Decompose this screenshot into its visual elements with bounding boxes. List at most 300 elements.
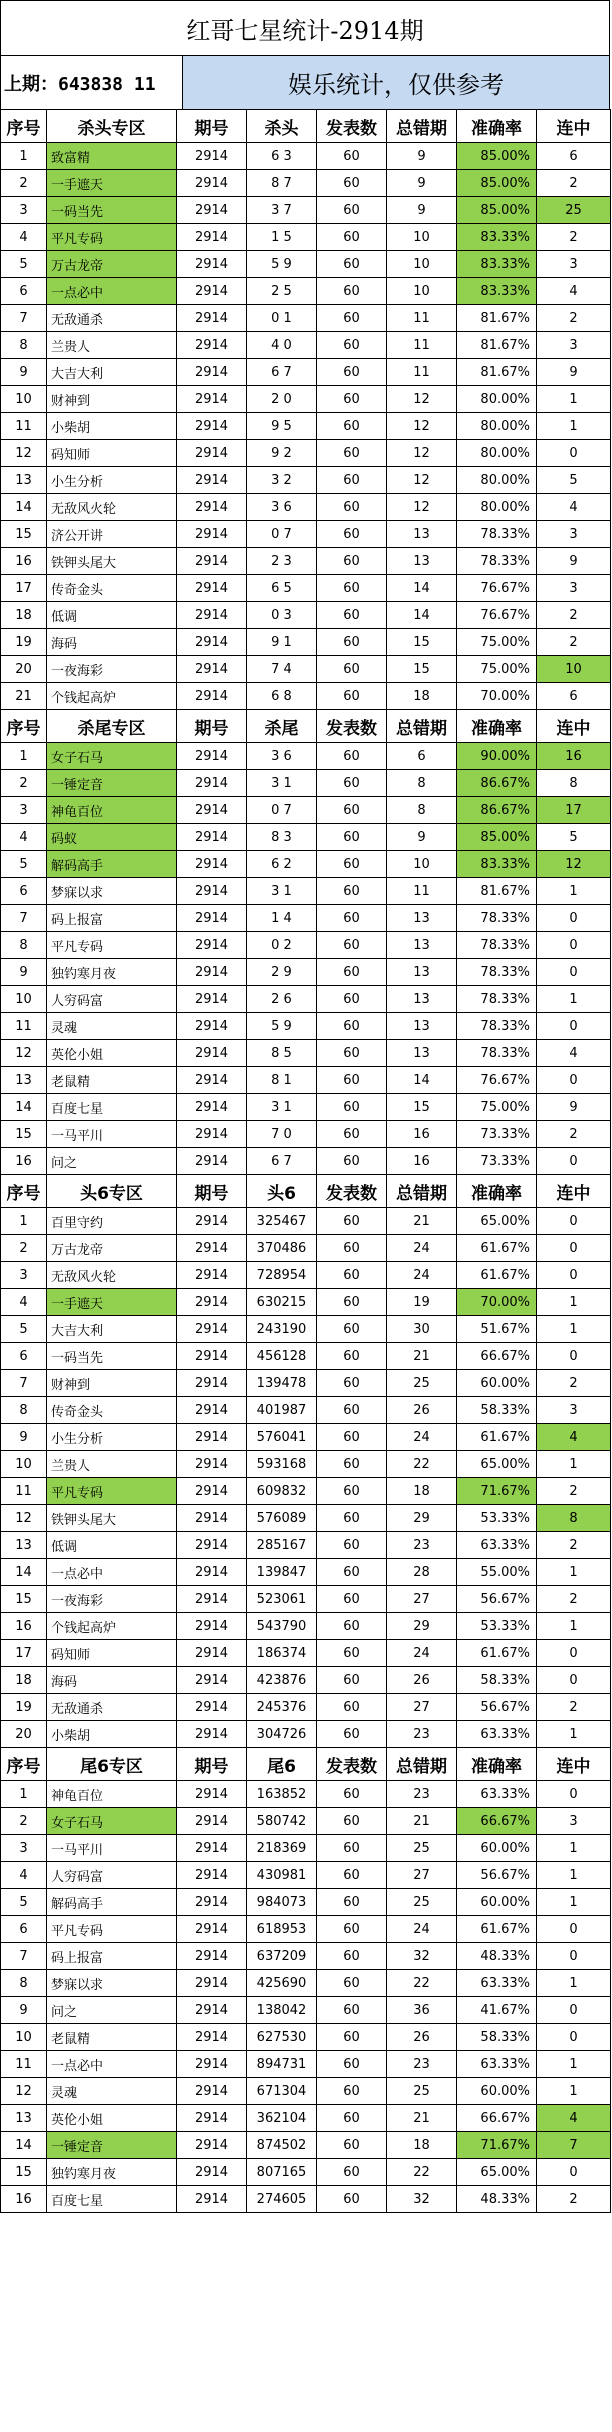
published-count: 60 [317, 278, 387, 305]
issue-number: 2914 [177, 1532, 247, 1559]
win-streak: 0 [537, 440, 611, 467]
accuracy-rate: 76.67% [457, 575, 537, 602]
published-count: 60 [317, 1424, 387, 1451]
prediction-value: 1 5 [247, 224, 317, 251]
table-row [1, 1478, 611, 1505]
win-streak: 8 [537, 1505, 611, 1532]
accuracy-rate: 78.33% [457, 1013, 537, 1040]
prediction-value: 2 6 [247, 986, 317, 1013]
accuracy-rate: 70.00% [457, 1289, 537, 1316]
row-number: 2 [1, 1235, 47, 1262]
issue-number: 2914 [177, 1808, 247, 1835]
predictor-name: 兰贵人 [47, 1451, 177, 1478]
row-number: 4 [1, 1289, 47, 1316]
error-count: 16 [387, 1148, 457, 1175]
accuracy-rate: 63.33% [457, 1970, 537, 1997]
row-number: 16 [1, 1613, 47, 1640]
column-header: 连中 [537, 110, 611, 143]
row-number: 15 [1, 1121, 47, 1148]
column-header: 杀尾 [247, 710, 317, 743]
prediction-value: 423876 [247, 1667, 317, 1694]
error-count: 18 [387, 2132, 457, 2159]
error-count: 11 [387, 359, 457, 386]
prediction-value: 807165 [247, 2159, 317, 2186]
win-streak: 1 [537, 1889, 611, 1916]
row-number: 1 [1, 143, 47, 170]
issue-number: 2914 [177, 1121, 247, 1148]
issue-number: 2914 [177, 1289, 247, 1316]
published-count: 60 [317, 2024, 387, 2051]
accuracy-rate: 86.67% [457, 797, 537, 824]
row-number: 14 [1, 2132, 47, 2159]
published-count: 60 [317, 986, 387, 1013]
predictor-name: 人穷码富 [47, 986, 177, 1013]
column-header: 发表数 [317, 710, 387, 743]
table-row [1, 1916, 611, 1943]
row-number: 7 [1, 905, 47, 932]
prediction-value: 362104 [247, 2105, 317, 2132]
win-streak: 1 [537, 1451, 611, 1478]
issue-number: 2914 [177, 1613, 247, 1640]
win-streak: 17 [537, 797, 611, 824]
error-count: 23 [387, 1721, 457, 1748]
table-row [1, 2078, 611, 2105]
predictor-name: 女子石马 [47, 1808, 177, 1835]
prediction-value: 630215 [247, 1289, 317, 1316]
predictor-name: 一点必中 [47, 1559, 177, 1586]
row-number: 11 [1, 1478, 47, 1505]
accuracy-rate: 61.67% [457, 1916, 537, 1943]
predictor-name: 老鼠精 [47, 1067, 177, 1094]
column-header: 发表数 [317, 110, 387, 143]
row-number: 9 [1, 959, 47, 986]
issue-number: 2914 [177, 1667, 247, 1694]
accuracy-rate: 81.67% [457, 305, 537, 332]
published-count: 60 [317, 548, 387, 575]
published-count: 60 [317, 494, 387, 521]
win-streak: 2 [537, 2186, 611, 2213]
win-streak: 1 [537, 386, 611, 413]
win-streak: 0 [537, 932, 611, 959]
predictor-name: 问之 [47, 1997, 177, 2024]
accuracy-rate: 41.67% [457, 1997, 537, 2024]
issue-number: 2914 [177, 1343, 247, 1370]
accuracy-rate: 90.00% [457, 743, 537, 770]
header-info-row [0, 55, 610, 110]
predictor-name: 英伦小姐 [47, 1040, 177, 1067]
accuracy-rate: 80.00% [457, 467, 537, 494]
error-count: 29 [387, 1613, 457, 1640]
row-number: 3 [1, 1835, 47, 1862]
win-streak: 12 [537, 851, 611, 878]
win-streak: 3 [537, 575, 611, 602]
prediction-value: 285167 [247, 1532, 317, 1559]
row-number: 13 [1, 1067, 47, 1094]
issue-number: 2914 [177, 1694, 247, 1721]
predictor-name: 无敌风火轮 [47, 1262, 177, 1289]
table-row [1, 1505, 611, 1532]
predictor-name: 独钓寒月夜 [47, 959, 177, 986]
row-number: 9 [1, 1997, 47, 2024]
prediction-value: 874502 [247, 2132, 317, 2159]
predictor-name: 百里守约 [47, 1208, 177, 1235]
table-row [1, 629, 611, 656]
prediction-value: 7 4 [247, 656, 317, 683]
published-count: 60 [317, 1721, 387, 1748]
accuracy-rate: 65.00% [457, 2159, 537, 2186]
predictor-name: 财神到 [47, 386, 177, 413]
win-streak: 3 [537, 521, 611, 548]
table-row [1, 1208, 611, 1235]
predictor-name: 小生分析 [47, 467, 177, 494]
row-number: 6 [1, 1343, 47, 1370]
win-streak: 0 [537, 1997, 611, 2024]
error-count: 23 [387, 1781, 457, 1808]
accuracy-rate: 85.00% [457, 197, 537, 224]
issue-number: 2914 [177, 932, 247, 959]
row-number: 14 [1, 494, 47, 521]
error-count: 9 [387, 143, 457, 170]
row-number: 5 [1, 1316, 47, 1343]
predictor-name: 低调 [47, 602, 177, 629]
win-streak: 1 [537, 1289, 611, 1316]
predictor-name: 百度七星 [47, 2186, 177, 2213]
published-count: 60 [317, 1208, 387, 1235]
row-number: 1 [1, 743, 47, 770]
accuracy-rate: 80.00% [457, 413, 537, 440]
error-count: 12 [387, 494, 457, 521]
issue-number: 2914 [177, 1478, 247, 1505]
accuracy-rate: 48.33% [457, 2186, 537, 2213]
row-number: 15 [1, 521, 47, 548]
published-count: 60 [317, 959, 387, 986]
win-streak: 0 [537, 1208, 611, 1235]
error-count: 13 [387, 959, 457, 986]
error-count: 14 [387, 602, 457, 629]
prediction-value: 274605 [247, 2186, 317, 2213]
published-count: 60 [317, 413, 387, 440]
published-count: 60 [317, 629, 387, 656]
win-streak: 0 [537, 905, 611, 932]
table-row [1, 305, 611, 332]
column-header: 杀头专区 [47, 110, 177, 143]
table-row [1, 413, 611, 440]
issue-number: 2914 [177, 1943, 247, 1970]
table-row [1, 1094, 611, 1121]
predictor-name: 神龟百位 [47, 1781, 177, 1808]
column-header: 杀头 [247, 110, 317, 143]
published-count: 60 [317, 170, 387, 197]
row-number: 21 [1, 683, 47, 710]
accuracy-rate: 78.33% [457, 986, 537, 1013]
table-row [1, 1943, 611, 1970]
accuracy-rate: 71.67% [457, 2132, 537, 2159]
column-header: 总错期 [387, 110, 457, 143]
error-count: 24 [387, 1424, 457, 1451]
prediction-value: 325467 [247, 1208, 317, 1235]
error-count: 14 [387, 575, 457, 602]
issue-number: 2914 [177, 1586, 247, 1613]
issue-number: 2914 [177, 2051, 247, 2078]
accuracy-rate: 66.67% [457, 1343, 537, 1370]
table-row [1, 1586, 611, 1613]
prediction-value: 8 1 [247, 1067, 317, 1094]
accuracy-rate: 60.00% [457, 2078, 537, 2105]
accuracy-rate: 63.33% [457, 1721, 537, 1748]
prediction-value: 3 1 [247, 1094, 317, 1121]
accuracy-rate: 65.00% [457, 1451, 537, 1478]
row-number: 8 [1, 332, 47, 359]
win-streak: 0 [537, 2159, 611, 2186]
accuracy-rate: 85.00% [457, 170, 537, 197]
prediction-value: 576041 [247, 1424, 317, 1451]
table-row [1, 1121, 611, 1148]
issue-number: 2914 [177, 143, 247, 170]
prediction-value: 9 5 [247, 413, 317, 440]
row-number: 2 [1, 770, 47, 797]
published-count: 60 [317, 1505, 387, 1532]
win-streak: 3 [537, 1808, 611, 1835]
prediction-value: 637209 [247, 1943, 317, 1970]
predictor-name: 问之 [47, 1148, 177, 1175]
row-number: 15 [1, 1586, 47, 1613]
predictor-name: 海码 [47, 1667, 177, 1694]
column-header: 准确率 [457, 710, 537, 743]
accuracy-rate: 85.00% [457, 143, 537, 170]
row-number: 13 [1, 1532, 47, 1559]
error-count: 16 [387, 1121, 457, 1148]
published-count: 60 [317, 743, 387, 770]
issue-number: 2914 [177, 1013, 247, 1040]
issue-number: 2914 [177, 332, 247, 359]
issue-number: 2914 [177, 1862, 247, 1889]
published-count: 60 [317, 683, 387, 710]
table-row [1, 1343, 611, 1370]
table-row [1, 2186, 611, 2213]
prediction-value: 430981 [247, 1862, 317, 1889]
error-count: 24 [387, 1916, 457, 1943]
table-row [1, 2024, 611, 2051]
predictor-name: 一锤定音 [47, 770, 177, 797]
row-number: 20 [1, 1721, 47, 1748]
published-count: 60 [317, 521, 387, 548]
table-row [1, 2051, 611, 2078]
row-number: 4 [1, 1862, 47, 1889]
predictor-name: 小生分析 [47, 1424, 177, 1451]
error-count: 15 [387, 1094, 457, 1121]
issue-number: 2914 [177, 1397, 247, 1424]
accuracy-rate: 55.00% [457, 1559, 537, 1586]
accuracy-rate: 86.67% [457, 770, 537, 797]
row-number: 3 [1, 1262, 47, 1289]
table-row [1, 521, 611, 548]
accuracy-rate: 73.33% [457, 1148, 537, 1175]
table-row [1, 386, 611, 413]
issue-number: 2914 [177, 905, 247, 932]
issue-number: 2914 [177, 575, 247, 602]
stats-table [0, 109, 611, 2213]
table-row [1, 440, 611, 467]
error-count: 25 [387, 1889, 457, 1916]
table-row [1, 1667, 611, 1694]
row-number: 17 [1, 575, 47, 602]
accuracy-rate: 61.67% [457, 1424, 537, 1451]
row-number: 16 [1, 548, 47, 575]
predictor-name: 平凡专码 [47, 932, 177, 959]
table-row [1, 332, 611, 359]
published-count: 60 [317, 1067, 387, 1094]
published-count: 60 [317, 2186, 387, 2213]
prediction-value: 6 7 [247, 359, 317, 386]
published-count: 60 [317, 251, 387, 278]
published-count: 60 [317, 305, 387, 332]
section-header-row [1, 710, 611, 743]
section-header-row [1, 1748, 611, 1781]
published-count: 60 [317, 851, 387, 878]
issue-number: 2914 [177, 1316, 247, 1343]
prediction-value: 627530 [247, 2024, 317, 2051]
accuracy-rate: 60.00% [457, 1835, 537, 1862]
issue-number: 2914 [177, 1505, 247, 1532]
win-streak: 2 [537, 1532, 611, 1559]
accuracy-rate: 61.67% [457, 1640, 537, 1667]
table-row [1, 905, 611, 932]
error-count: 22 [387, 1451, 457, 1478]
disclaimer-banner: 娱乐统计，仅供参考 [183, 56, 609, 109]
accuracy-rate: 66.67% [457, 1808, 537, 1835]
win-streak: 1 [537, 1613, 611, 1640]
predictor-name: 一手遮天 [47, 170, 177, 197]
predictor-name: 一点必中 [47, 278, 177, 305]
row-number: 11 [1, 1013, 47, 1040]
prediction-value: 2 3 [247, 548, 317, 575]
column-header: 准确率 [457, 110, 537, 143]
published-count: 60 [317, 797, 387, 824]
error-count: 15 [387, 629, 457, 656]
prediction-value: 8 5 [247, 1040, 317, 1067]
accuracy-rate: 81.67% [457, 878, 537, 905]
table-row [1, 251, 611, 278]
table-row [1, 467, 611, 494]
predictor-name: 传奇金头 [47, 1397, 177, 1424]
row-number: 10 [1, 386, 47, 413]
issue-number: 2914 [177, 986, 247, 1013]
error-count: 13 [387, 548, 457, 575]
error-count: 24 [387, 1640, 457, 1667]
predictor-name: 万古龙帝 [47, 1235, 177, 1262]
row-number: 5 [1, 1889, 47, 1916]
error-count: 12 [387, 413, 457, 440]
error-count: 21 [387, 2105, 457, 2132]
error-count: 32 [387, 1943, 457, 1970]
predictor-name: 平凡专码 [47, 224, 177, 251]
issue-number: 2914 [177, 797, 247, 824]
issue-number: 2914 [177, 1970, 247, 1997]
issue-number: 2914 [177, 278, 247, 305]
row-number: 6 [1, 278, 47, 305]
accuracy-rate: 63.33% [457, 2051, 537, 2078]
row-number: 1 [1, 1781, 47, 1808]
accuracy-rate: 78.33% [457, 521, 537, 548]
issue-number: 2914 [177, 1721, 247, 1748]
table-row [1, 1040, 611, 1067]
table-row [1, 878, 611, 905]
column-header: 期号 [177, 710, 247, 743]
issue-number: 2914 [177, 1640, 247, 1667]
published-count: 60 [317, 932, 387, 959]
published-count: 60 [317, 2159, 387, 2186]
issue-number: 2914 [177, 548, 247, 575]
column-header: 头6专区 [47, 1175, 177, 1208]
accuracy-rate: 83.33% [457, 224, 537, 251]
table-row [1, 986, 611, 1013]
win-streak: 0 [537, 2024, 611, 2051]
published-count: 60 [317, 1121, 387, 1148]
prediction-value: 984073 [247, 1889, 317, 1916]
predictor-name: 大吉大利 [47, 1316, 177, 1343]
win-streak: 25 [537, 197, 611, 224]
issue-number: 2914 [177, 1889, 247, 1916]
error-count: 27 [387, 1694, 457, 1721]
win-streak: 0 [537, 1343, 611, 1370]
win-streak: 0 [537, 1067, 611, 1094]
error-count: 23 [387, 1532, 457, 1559]
error-count: 22 [387, 2159, 457, 2186]
table-row [1, 2105, 611, 2132]
prediction-value: 243190 [247, 1316, 317, 1343]
prediction-value: 0 7 [247, 521, 317, 548]
error-count: 25 [387, 1370, 457, 1397]
issue-number: 2914 [177, 683, 247, 710]
row-number: 6 [1, 1916, 47, 1943]
column-header: 头6 [247, 1175, 317, 1208]
issue-number: 2914 [177, 851, 247, 878]
win-streak: 1 [537, 1862, 611, 1889]
prediction-value: 9 2 [247, 440, 317, 467]
prediction-value: 523061 [247, 1586, 317, 1613]
issue-number: 2914 [177, 656, 247, 683]
published-count: 60 [317, 1889, 387, 1916]
column-header: 序号 [1, 1175, 47, 1208]
published-count: 60 [317, 1613, 387, 1640]
column-header: 尾6专区 [47, 1748, 177, 1781]
published-count: 60 [317, 1808, 387, 1835]
win-streak: 0 [537, 959, 611, 986]
error-count: 22 [387, 1970, 457, 1997]
row-number: 7 [1, 305, 47, 332]
win-streak: 2 [537, 305, 611, 332]
prediction-value: 401987 [247, 1397, 317, 1424]
table-row [1, 656, 611, 683]
issue-number: 2914 [177, 602, 247, 629]
prediction-value: 0 7 [247, 797, 317, 824]
predictor-name: 个钱起高炉 [47, 683, 177, 710]
accuracy-rate: 75.00% [457, 1094, 537, 1121]
column-header: 总错期 [387, 1748, 457, 1781]
accuracy-rate: 51.67% [457, 1316, 537, 1343]
predictor-name: 铁钾头尾大 [47, 1505, 177, 1532]
error-count: 11 [387, 878, 457, 905]
predictor-name: 码上报富 [47, 905, 177, 932]
column-header: 总错期 [387, 1175, 457, 1208]
issue-number: 2914 [177, 467, 247, 494]
table-row [1, 1532, 611, 1559]
issue-number: 2914 [177, 1451, 247, 1478]
win-streak: 2 [537, 1370, 611, 1397]
error-count: 12 [387, 440, 457, 467]
accuracy-rate: 80.00% [457, 440, 537, 467]
predictor-name: 码蚁 [47, 824, 177, 851]
